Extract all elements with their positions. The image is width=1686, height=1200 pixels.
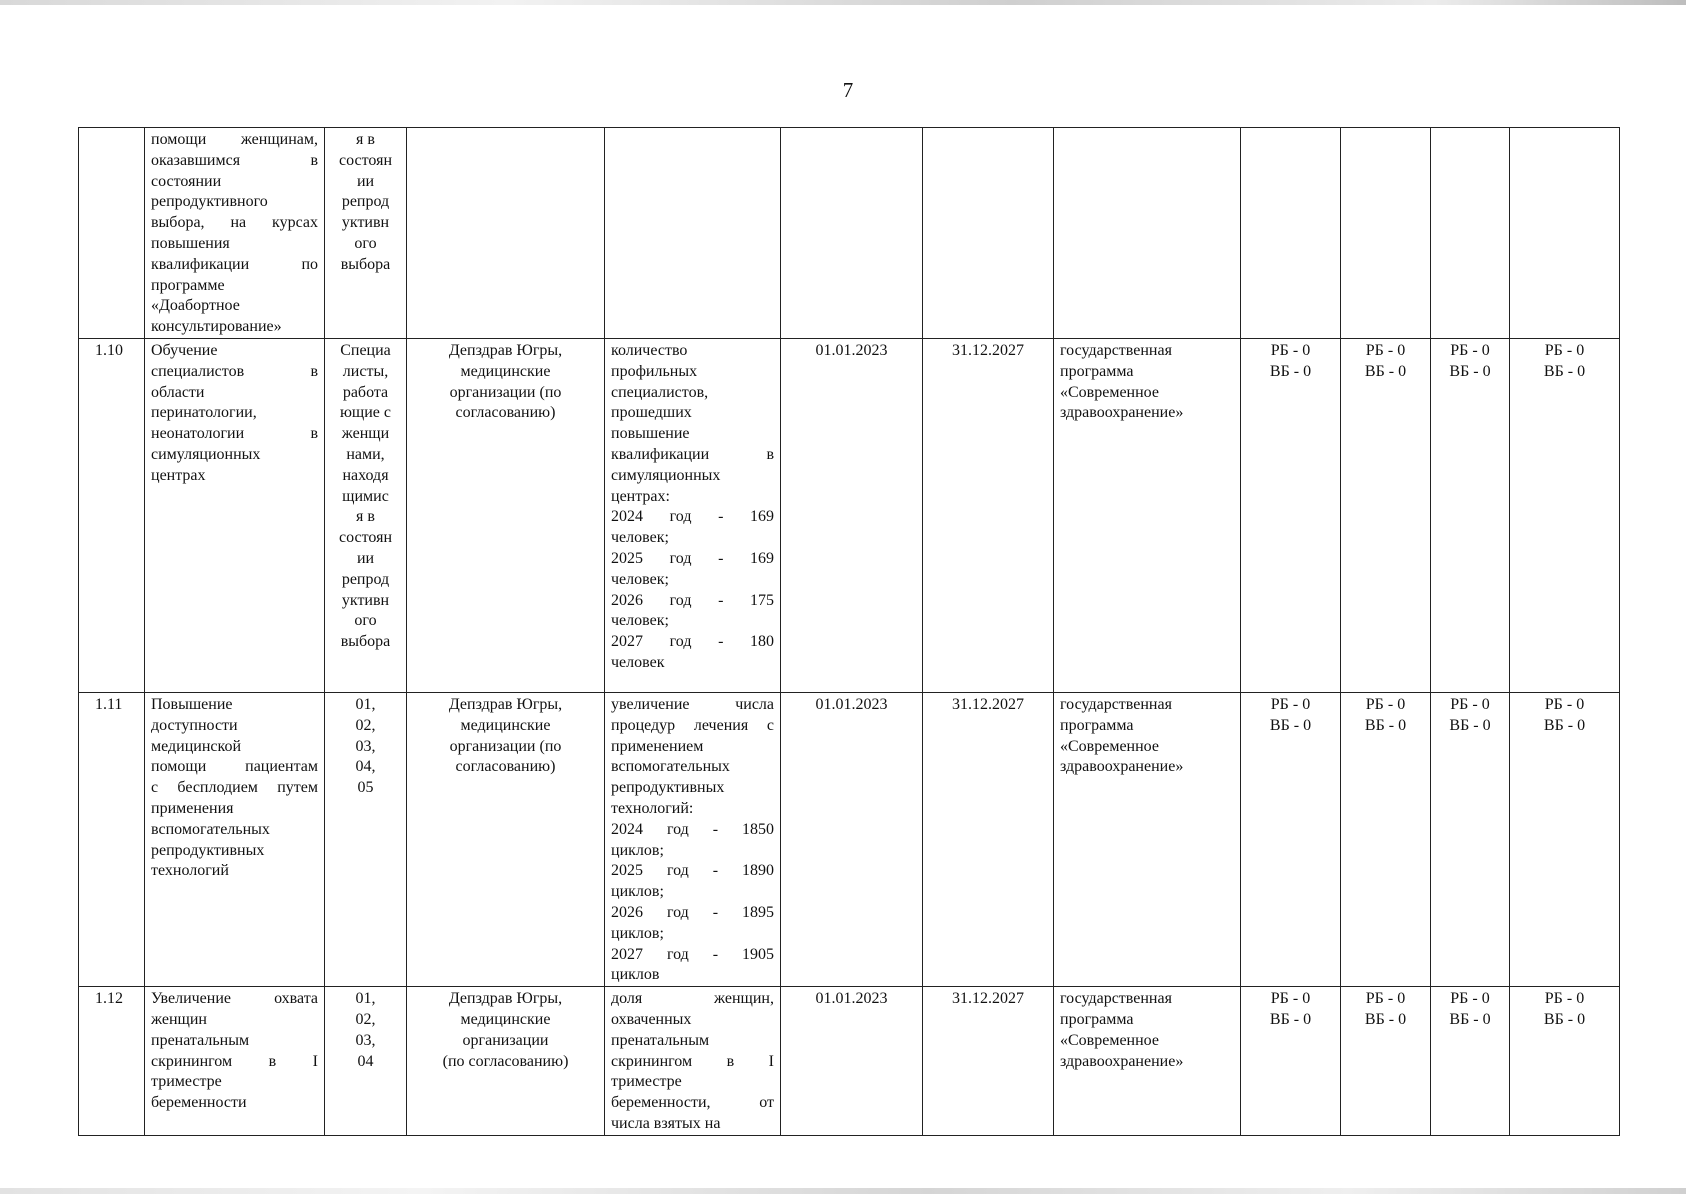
cell-line: Обучение xyxy=(151,341,218,359)
cell-f1 xyxy=(1241,338,1341,692)
cell-line: числа взятых на xyxy=(611,1114,721,1132)
cell-start xyxy=(781,128,923,339)
cell-line: 03, xyxy=(355,1031,376,1049)
cell-num xyxy=(79,128,145,339)
cell-target xyxy=(325,692,407,986)
cell-line: пренатальным xyxy=(611,1031,710,1049)
table-row xyxy=(79,128,1620,339)
cell-line: ВБ - 0 xyxy=(1364,1010,1407,1028)
cell-line: ВБ - 0 xyxy=(1364,716,1407,734)
cell-line: государственная xyxy=(1060,990,1172,1008)
cell-line: ВБ - 0 xyxy=(1543,716,1586,734)
cell-line: ии xyxy=(356,549,375,567)
cell-line: области xyxy=(151,383,205,401)
cell-line: помощи женщинам, xyxy=(151,131,318,148)
cell-f2 xyxy=(1341,987,1431,1136)
cell-line: циклов; xyxy=(611,924,664,942)
cell-line: Депздрав Югры, xyxy=(448,990,563,1008)
table-row xyxy=(79,692,1620,986)
measures-table xyxy=(78,127,1620,1136)
cell-target xyxy=(325,987,407,1136)
cell-start: 01.01.2023 xyxy=(781,987,923,1136)
page-number: 7 xyxy=(842,78,854,102)
cell-line: РБ - 0 xyxy=(1365,695,1406,713)
cell-line: Депздрав Югры, xyxy=(448,341,563,359)
cell-line: здравоохранение» xyxy=(1060,1052,1184,1070)
cell-line: находя xyxy=(342,466,389,484)
cell-line: выбора, на курсах xyxy=(151,214,318,232)
cell-num: 1.10 xyxy=(79,338,145,692)
cell-line: прошедших xyxy=(611,404,692,422)
cell-line: Специа xyxy=(340,341,391,359)
cell-executor xyxy=(407,338,605,692)
cell-line: 2025 год - 169 xyxy=(611,549,774,567)
cell-line: триместре xyxy=(611,1073,682,1091)
cell-line: 04, xyxy=(355,758,376,776)
cell-line: репродуктивного xyxy=(151,193,268,211)
cell-line: РБ - 0 xyxy=(1450,695,1490,713)
cell-line: профильных xyxy=(611,362,698,380)
cell-line: человек xyxy=(611,653,665,671)
cell-indicator xyxy=(605,338,781,692)
cell-line: медицинские xyxy=(460,362,551,380)
cell-line: 2026 год - 175 xyxy=(611,591,774,609)
cell-line: 2027 год - 180 xyxy=(611,633,774,651)
cell-line: специалистов в xyxy=(151,362,318,380)
cell-line: триместре xyxy=(151,1073,222,1091)
cell-line: ющие с xyxy=(339,404,392,422)
cell-line: процедур лечения с xyxy=(611,716,774,734)
cell-line: ии xyxy=(356,172,375,190)
cell-line: доля женщин, xyxy=(611,990,774,1008)
cell-line: я в xyxy=(356,131,375,148)
cell-line: «Современное xyxy=(1060,383,1159,401)
cell-executor xyxy=(407,987,605,1136)
cell-program xyxy=(1054,692,1241,986)
cell-line: скринингом в I xyxy=(611,1052,774,1070)
cell-program xyxy=(1054,128,1241,339)
cell-indicator xyxy=(605,987,781,1136)
cell-name xyxy=(145,692,325,986)
cell-line: вспомогательных xyxy=(151,820,270,838)
cell-line: здравоохранение» xyxy=(1060,758,1184,776)
cell-line: с бесплодием путем xyxy=(151,779,318,797)
cell-f2 xyxy=(1341,338,1431,692)
cell-line: циклов xyxy=(611,966,660,984)
cell-line: женщи xyxy=(341,425,390,443)
scan-edge-bottom xyxy=(0,1188,1686,1194)
cell-line: Повышение xyxy=(151,695,233,713)
cell-line: 2024 год - 1850 xyxy=(611,820,774,838)
cell-line: пренатальным xyxy=(151,1031,250,1049)
cell-line: ВБ - 0 xyxy=(1449,362,1491,380)
cell-f3 xyxy=(1431,987,1510,1136)
cell-line: 2027 год - 1905 xyxy=(611,945,774,963)
cell-name xyxy=(145,338,325,692)
cell-line: репрод xyxy=(341,570,390,588)
cell-line: симуляционных xyxy=(151,445,261,463)
cell-line: циклов; xyxy=(611,883,664,901)
cell-line: согласованию) xyxy=(455,404,556,422)
cell-line: РБ - 0 xyxy=(1365,990,1406,1008)
cell-end: 31.12.2027 xyxy=(923,692,1054,986)
cell-program xyxy=(1054,987,1241,1136)
cell-line: состоян xyxy=(339,151,392,169)
cell-line: женщин xyxy=(151,1010,207,1028)
cell-line: 03, xyxy=(355,737,376,755)
cell-line: организации xyxy=(462,1031,549,1049)
cell-line: РБ - 0 xyxy=(1270,341,1311,359)
cell-f3 xyxy=(1431,128,1510,339)
cell-executor xyxy=(407,692,605,986)
cell-line: 05 xyxy=(357,779,374,797)
cell-line: скринингом в I xyxy=(151,1052,318,1070)
cell-line: состоянии xyxy=(151,172,222,190)
cell-line: Депздрав Югры, xyxy=(448,695,563,713)
cell-line: ВБ - 0 xyxy=(1449,716,1491,734)
cell-line: повышения xyxy=(151,234,230,252)
cell-line: 01, xyxy=(355,990,376,1008)
cell-line: помощи пациентам xyxy=(151,758,318,776)
cell-line: уктивн xyxy=(341,591,390,609)
cell-line: организации (по xyxy=(449,383,562,401)
cell-line: 02, xyxy=(355,1010,376,1028)
cell-line: центрах xyxy=(151,466,206,484)
cell-line: циклов; xyxy=(611,841,664,859)
cell-line: консультирование» xyxy=(151,318,282,336)
cell-start: 01.01.2023 xyxy=(781,338,923,692)
cell-line: ВБ - 0 xyxy=(1543,1010,1586,1028)
cell-line: ВБ - 0 xyxy=(1543,362,1586,380)
cell-end: 31.12.2027 xyxy=(923,987,1054,1136)
table-row xyxy=(79,987,1620,1136)
cell-line: 01, xyxy=(355,695,376,713)
cell-line: «Доабортное xyxy=(151,297,240,315)
cell-start: 01.01.2023 xyxy=(781,692,923,986)
cell-end xyxy=(923,128,1054,339)
cell-line: беременности xyxy=(151,1094,247,1112)
cell-line: человек; xyxy=(611,529,669,547)
cell-line: РБ - 0 xyxy=(1270,990,1311,1008)
cell-line: состоян xyxy=(339,529,392,547)
cell-f3 xyxy=(1431,692,1510,986)
cell-line: ВБ - 0 xyxy=(1449,1010,1491,1028)
cell-line: работа xyxy=(342,383,389,401)
cell-f4 xyxy=(1510,338,1620,692)
cell-line: доступности xyxy=(151,716,238,734)
cell-line: (по согласованию) xyxy=(442,1052,569,1070)
cell-line: «Современное xyxy=(1060,1031,1159,1049)
cell-line: РБ - 0 xyxy=(1450,341,1490,359)
cell-line: 2026 год - 1895 xyxy=(611,903,774,921)
cell-line: РБ - 0 xyxy=(1544,990,1585,1008)
cell-name xyxy=(145,987,325,1136)
cell-line: вспомогательных xyxy=(611,758,730,776)
cell-line: применением xyxy=(611,737,704,755)
cell-target xyxy=(325,128,407,339)
cell-line: листы, xyxy=(342,362,389,380)
cell-line: перинатологии, xyxy=(151,404,257,422)
cell-line: программа xyxy=(1060,362,1134,380)
cell-f3 xyxy=(1431,338,1510,692)
cell-line: здравоохранение» xyxy=(1060,404,1184,422)
cell-program xyxy=(1054,338,1241,692)
cell-num: 1.12 xyxy=(79,987,145,1136)
cell-line: медицинские xyxy=(460,716,551,734)
cell-line: человек; xyxy=(611,570,669,588)
cell-f1 xyxy=(1241,128,1341,339)
cell-line: РБ - 0 xyxy=(1450,990,1490,1008)
cell-line: квалификации в xyxy=(611,445,774,463)
cell-line: медицинские xyxy=(460,1010,551,1028)
cell-line: медицинской xyxy=(151,737,242,755)
cell-line: выбора xyxy=(340,255,391,273)
cell-line: ВБ - 0 xyxy=(1364,362,1407,380)
cell-f2 xyxy=(1341,692,1431,986)
cell-name xyxy=(145,128,325,339)
cell-line: квалификации по xyxy=(151,255,318,273)
cell-line: ВБ - 0 xyxy=(1269,362,1312,380)
cell-line: беременности, от xyxy=(611,1094,774,1112)
cell-line: охваченных xyxy=(611,1010,692,1028)
cell-line: репродуктивных xyxy=(151,841,265,859)
cell-line: ого xyxy=(354,234,377,252)
cell-line: щимис xyxy=(342,487,389,505)
cell-line: репрод xyxy=(341,193,390,211)
cell-line: оказавшимся в xyxy=(151,151,318,169)
cell-line: ого xyxy=(354,612,377,630)
cell-line: количество xyxy=(611,341,688,359)
cell-line: симуляционных xyxy=(611,466,721,484)
cell-end: 31.12.2027 xyxy=(923,338,1054,692)
cell-line: Увеличение охвата xyxy=(151,990,318,1008)
cell-line: программа xyxy=(1060,1010,1134,1028)
cell-line: «Современное xyxy=(1060,737,1159,755)
cell-line: программа xyxy=(1060,716,1134,734)
cell-line: применения xyxy=(151,799,234,817)
cell-line: технологий xyxy=(151,862,229,880)
cell-line: специалистов, xyxy=(611,383,709,401)
cell-line: 2025 год - 1890 xyxy=(611,862,774,880)
scan-edge-top xyxy=(0,0,1686,5)
cell-line: я в xyxy=(356,508,375,526)
cell-line: 2024 год - 169 xyxy=(611,508,774,526)
cell-line: выбора xyxy=(340,633,391,651)
cell-line: ВБ - 0 xyxy=(1269,1010,1312,1028)
cell-line: организации (по xyxy=(449,737,562,755)
cell-line: человек; xyxy=(611,612,669,630)
cell-line: РБ - 0 xyxy=(1365,341,1406,359)
table-row xyxy=(79,338,1620,692)
cell-f4 xyxy=(1510,128,1620,339)
cell-line: РБ - 0 xyxy=(1544,695,1585,713)
cell-line: государственная xyxy=(1060,341,1172,359)
cell-line: уктивн xyxy=(341,214,390,232)
cell-line: 04 xyxy=(357,1052,374,1070)
cell-line: нами, xyxy=(346,445,385,463)
cell-line: государственная xyxy=(1060,695,1172,713)
cell-line: согласованию) xyxy=(455,758,556,776)
cell-indicator xyxy=(605,128,781,339)
cell-line: 02, xyxy=(355,716,376,734)
cell-f1 xyxy=(1241,987,1341,1136)
cell-line: технологий: xyxy=(611,799,694,817)
cell-target xyxy=(325,338,407,692)
cell-line: РБ - 0 xyxy=(1544,341,1585,359)
cell-line: ВБ - 0 xyxy=(1269,716,1312,734)
cell-indicator xyxy=(605,692,781,986)
cell-line: увеличение числа xyxy=(611,695,774,713)
cell-line: репродуктивных xyxy=(611,779,725,797)
cell-f1 xyxy=(1241,692,1341,986)
cell-f4 xyxy=(1510,987,1620,1136)
cell-line: программе xyxy=(151,276,225,294)
cell-executor xyxy=(407,128,605,339)
cell-num: 1.11 xyxy=(79,692,145,986)
cell-f4 xyxy=(1510,692,1620,986)
cell-f2 xyxy=(1341,128,1431,339)
cell-line: неонатологии в xyxy=(151,425,318,443)
cell-line: РБ - 0 xyxy=(1270,695,1311,713)
cell-line: повышение xyxy=(611,425,690,443)
cell-line: центрах: xyxy=(611,487,670,505)
